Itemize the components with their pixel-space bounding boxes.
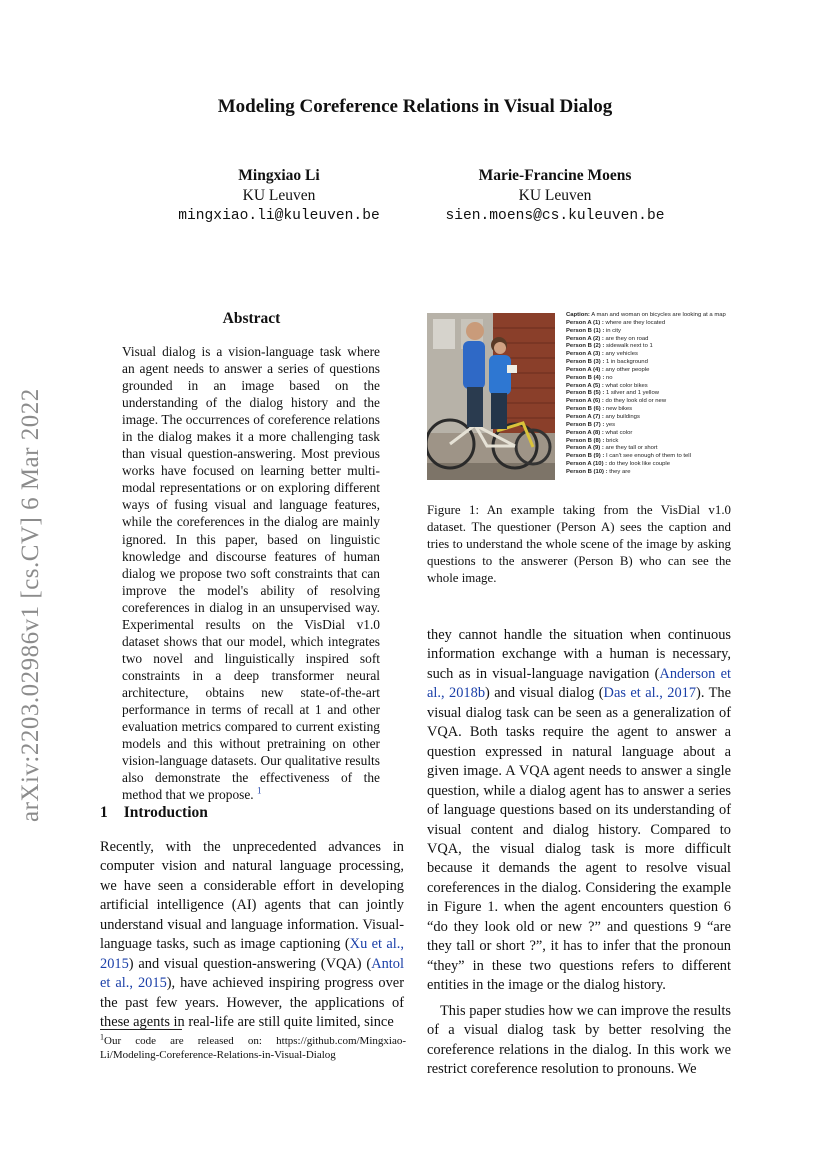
author-block — [424, 166, 686, 226]
dialog-turn: Person A (5) : what color bikes — [566, 382, 648, 389]
section-number: 1 — [100, 804, 108, 821]
body-text: they cannot handle the situation when continuous information exchange with a human is necessary, such as in visual-language navigation ( — [427, 627, 731, 682]
footnote — [100, 1034, 406, 1062]
dialog-transcript — [566, 312, 746, 477]
paragraph: This paper studies how we can improve the results of a visual dialog task by better resolving the coreference relations in the dialog. In this work we restrict coreference resolution to pronouns. We — [427, 1002, 731, 1077]
body-text: ) and visual dialog ( — [485, 685, 604, 702]
dialog-turn: Person B (10) : they are — [566, 468, 631, 475]
author-email: mingxiao.li@kuleuven.be — [178, 208, 380, 224]
dialog-turn: Person A (10) : do they look like couple — [566, 461, 671, 468]
figure-photo — [427, 313, 555, 480]
dialog-turn: Person B (1) : in city — [566, 327, 621, 334]
body-text: ). The visual dialog task can be seen as a generalization of VQA. Both tasks require the agent to answer a question expressed in natural language about a given image. A VQA agent needs to answer a single question, while a dialog agent has to answer a series of language questions based on its understanding of visual content and dialog history. Compared to VQA, the visual dialog task is more difficult because it demands the agent to resolve visual coreferences in the dialog. Considering the example in Figure 1. when the agent encounters question 6 “do they look old or new ?” and questions 9 “are they tall or short ?”, it has to infer that the pronoun “they” in these two questions refers to different entities in the image or the dialog history. — [427, 685, 732, 994]
footnote-link[interactable]: 1 — [257, 785, 262, 796]
section-heading — [100, 804, 208, 822]
arxiv-identifier: arXiv:2203.02986v1 [cs.CV] 6 Mar 2022 — [17, 388, 44, 822]
dialog-turn: Person B (6) : new bikes — [566, 406, 633, 413]
section-title: Introduction — [123, 804, 208, 821]
author-affiliation: KU Leuven — [242, 187, 316, 204]
dialog-caption: Caption: A man and woman on bicycles are looking at a map — [566, 312, 726, 318]
author-affiliation: KU Leuven — [518, 187, 592, 204]
footnote-text: Our code are released on: https://github.com/Mingxiao-Li/Modeling-Coreference-Relations-in-Visual-Dialog — [100, 1035, 406, 1062]
dialog-turn: Person A (1) : where are they located — [566, 319, 666, 326]
dialog-turn: Person A (9) : are they tall or short — [566, 445, 658, 452]
citation-link[interactable]: Xu et al., 2015 — [100, 936, 404, 972]
cyclists-photo-illustration — [427, 313, 555, 480]
footnote-divider — [100, 1029, 182, 1030]
dialog-turn: Person B (8) : brick — [566, 437, 619, 444]
footnote-mark: 1 — [100, 1032, 104, 1042]
abstract-text: Visual dialog is a vision-language task where an agent needs to answer a series of questions grounded in an image based on the understanding of the dialog history and the image. The occurrences of coreference relations in the dialog makes it a more challenging task than visual question-answering. Most previous works have focused on learning better multi-modal representations or on exploring different ways of fusing visual and language features, while the coreferences in the dialog are mainly ignored. In this paper, based on linguistic knowledge and discourse features of human dialog we propose two soft constraints that can improve the model's ability of resolving coreferences in dialog in an unsupervised way. Experimental results on the VisDial v1.0 dataset shows that our model, which integrates two novel and linguistically inspired soft constraints in a deep transformer neural architecture, obtains new state-of-the-art performance in terms of recall at 1 and other evaluation metrics compared to current existing models and this without pretraining on other vision-language datasets. Our qualitative results also demonstrate the effectiveness of the method that we propose. — [122, 344, 380, 803]
dialog-turn: Person A (2) : are they on road — [566, 335, 649, 342]
author-email: sien.moens@cs.kuleuven.be — [445, 208, 665, 224]
dialog-turn: Person A (7) : any buildings — [566, 413, 640, 420]
abstract-body — [122, 343, 380, 803]
dialog-turn: Person B (7) : yes — [566, 421, 616, 428]
paragraph — [427, 626, 731, 996]
paper-title: Modeling Coreference Relations in Visual Dialog — [217, 96, 613, 117]
author-name: Marie-Francine Moens — [478, 167, 632, 184]
dialog-turn: Person B (9) : I can't see enough of them to tell — [566, 453, 691, 460]
abstract-heading: Abstract — [222, 310, 281, 327]
citation-link[interactable]: Anderson et al., 2018b — [427, 665, 732, 702]
dialog-turn: Person A (8) : what color — [566, 429, 633, 436]
figure-caption: Figure 1: An example taking from the VisDial v1.0 dataset. The questioner (Person A) sees the caption and tries to understand the whole scene of the image by asking questions to the answerer (Person B) who can see the whole image. — [427, 503, 731, 586]
dialog-turn: Person A (6) : do they look old or new — [566, 398, 667, 405]
body-text: Recently, with the unprecedented advances in computer vision and natural language processing, we have seen a considerable effort in developing artificial intelligence (AI) agents that can jointly understand visual and language information. Visual-language tasks, such as image captioning ( — [100, 839, 404, 953]
citation-link[interactable]: Antol et al., 2015 — [100, 955, 404, 992]
body-text: ) and visual question-answering (VQA) ( — [128, 955, 372, 972]
dialog-turn: Person B (4) : no — [566, 374, 613, 381]
dialog-turn: Person A (3) : any vehicles — [566, 351, 638, 358]
body-text: ), have achieved inspiring progress over the past few years. However, the applications of these agents in real-life are still quite limited, since — [100, 975, 404, 1031]
dialog-turn: Person B (2) : sidewalk next to 1 — [566, 343, 653, 350]
author-block — [158, 166, 400, 226]
dialog-turn: Person B (5) : 1 silver and 1 yellow — [566, 390, 659, 397]
author-name: Mingxiao Li — [238, 167, 320, 184]
intro-right-column — [427, 626, 731, 1079]
citation-link[interactable]: Das et al., 2017 — [603, 685, 697, 702]
dialog-turn: Person B (3) : 1 in background — [566, 359, 648, 366]
intro-left-column — [100, 838, 404, 1033]
dialog-turn: Person A (4) : any other people — [566, 366, 650, 373]
